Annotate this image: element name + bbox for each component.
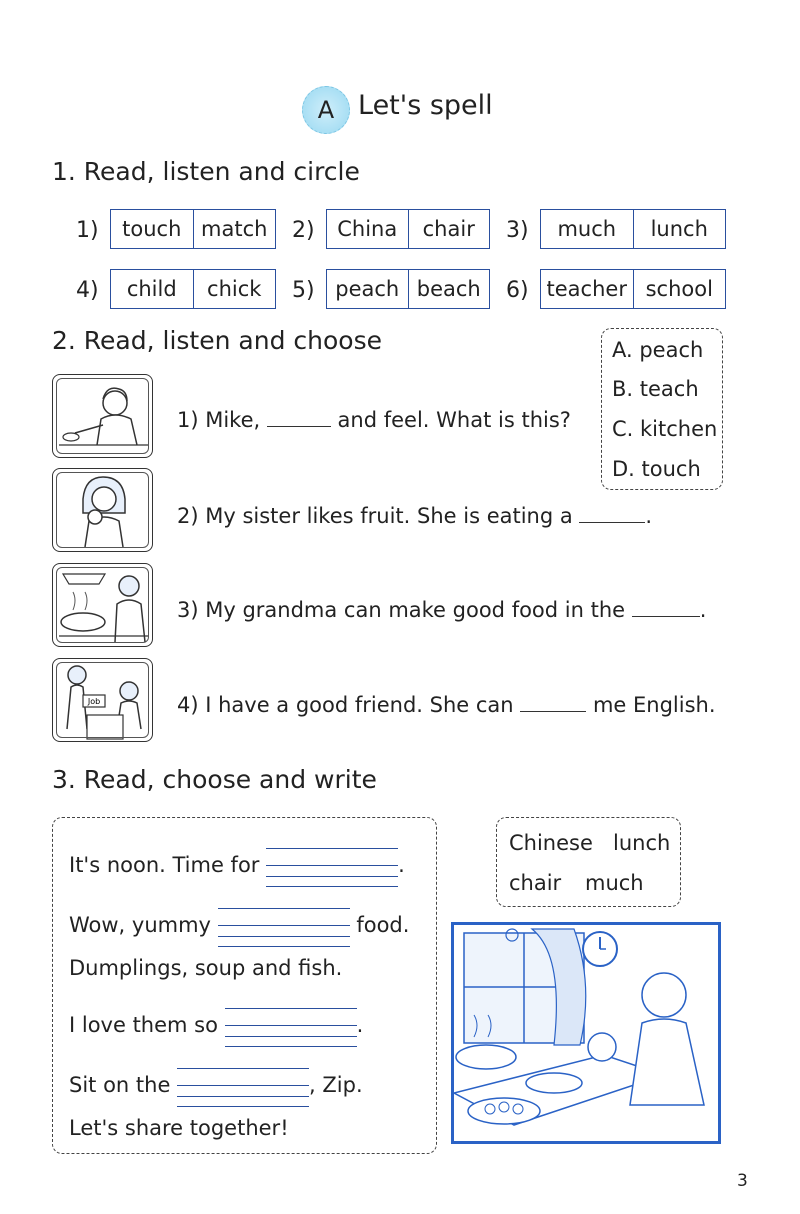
word-option[interactable]: child: [126, 277, 177, 301]
boy-illustration: [53, 375, 153, 458]
section3-heading: 3. Read, choose and write: [52, 765, 377, 794]
word-option[interactable]: beach: [408, 270, 490, 308]
word-option[interactable]: chick: [193, 270, 276, 308]
writing-lines[interactable]: [225, 1006, 357, 1046]
poem-box: [52, 817, 437, 1154]
sentence-2: 2) My sister likes fruit. She is eating a .: [177, 504, 653, 528]
word-bank-item: chair: [509, 871, 562, 895]
word-bank-item: much: [585, 871, 644, 895]
cat-character: [588, 1033, 616, 1061]
bear-character: [642, 973, 686, 1017]
word-bank-item: Chinese: [509, 831, 593, 855]
item-number: 6): [506, 278, 529, 303]
sentence-3: 3) My grandma can make good food in the .: [177, 598, 707, 622]
fish-plate: [526, 1073, 582, 1093]
writing-lines[interactable]: [218, 906, 350, 946]
word-option[interactable]: school: [633, 270, 726, 308]
dining-room-illustration: [454, 925, 718, 1141]
poem-line-3: Dumplings, soup and fish.: [69, 956, 343, 980]
sign-text: Job: [87, 697, 101, 706]
item-number: 1): [76, 218, 99, 243]
girl-illustration: [53, 469, 153, 552]
section-badge: A: [302, 86, 350, 134]
word-option[interactable]: China: [337, 217, 398, 241]
poem-line-1: It's noon. Time for .: [69, 846, 405, 886]
poem-line-2: Wow, yummy food.: [69, 906, 409, 946]
section1-heading: 1. Read, listen and circle: [52, 157, 360, 186]
poem-line-4: I love them so .: [69, 1006, 363, 1046]
poem-line-5: Sit on the , Zip.: [69, 1066, 363, 1106]
sentence-1: 1) Mike, and feel. What is this?: [177, 408, 571, 432]
word-pair-box: [110, 269, 276, 309]
word-option[interactable]: match: [193, 210, 276, 248]
word-option[interactable]: chair: [408, 210, 490, 248]
answer-blank[interactable]: [267, 425, 331, 427]
page-title: Let's spell: [358, 90, 493, 121]
section2-heading: 2. Read, listen and choose: [52, 326, 382, 355]
item-number: 2): [292, 218, 315, 243]
picture-grandma-cooking: [52, 563, 153, 647]
word-bank-item: lunch: [613, 831, 671, 855]
word-pair-box: [110, 209, 276, 249]
answer-blank[interactable]: [632, 615, 700, 617]
word-pair-box: [326, 209, 490, 249]
page-number: 3: [737, 1171, 748, 1191]
word-pair-box: [540, 209, 726, 249]
option-a: A. peach: [612, 338, 704, 362]
poem-line-6: Let's share together!: [69, 1116, 289, 1140]
word-pair-box: [540, 269, 726, 309]
item-number: 5): [292, 278, 315, 303]
option-c: C. kitchen: [612, 417, 718, 441]
picture-teacher: [52, 658, 153, 742]
sentence-4: 4) I have a good friend. She can me English.: [177, 693, 716, 717]
options-box: [601, 328, 723, 490]
option-d: D. touch: [612, 457, 701, 481]
word-option[interactable]: much: [557, 217, 617, 241]
soup-bowl: [456, 1045, 516, 1069]
word-option[interactable]: peach: [335, 277, 400, 301]
word-pair-box: [326, 269, 490, 309]
item-number: 4): [76, 278, 99, 303]
word-option[interactable]: touch: [122, 217, 182, 241]
picture-girl-eating: [52, 468, 153, 552]
kitchen-illustration: [53, 564, 153, 647]
item-number: 3): [506, 218, 529, 243]
picture-boy-touching: [52, 374, 153, 458]
option-b: B. teach: [612, 377, 699, 401]
lunch-scene-picture: [451, 922, 721, 1144]
teacher-illustration: [53, 659, 153, 742]
word-bank-box: [496, 817, 681, 907]
word-option[interactable]: teacher: [546, 277, 627, 301]
answer-blank[interactable]: [520, 710, 586, 712]
writing-lines[interactable]: [177, 1066, 309, 1106]
word-option[interactable]: lunch: [633, 210, 726, 248]
writing-lines[interactable]: [266, 846, 398, 886]
answer-blank[interactable]: [579, 521, 645, 523]
